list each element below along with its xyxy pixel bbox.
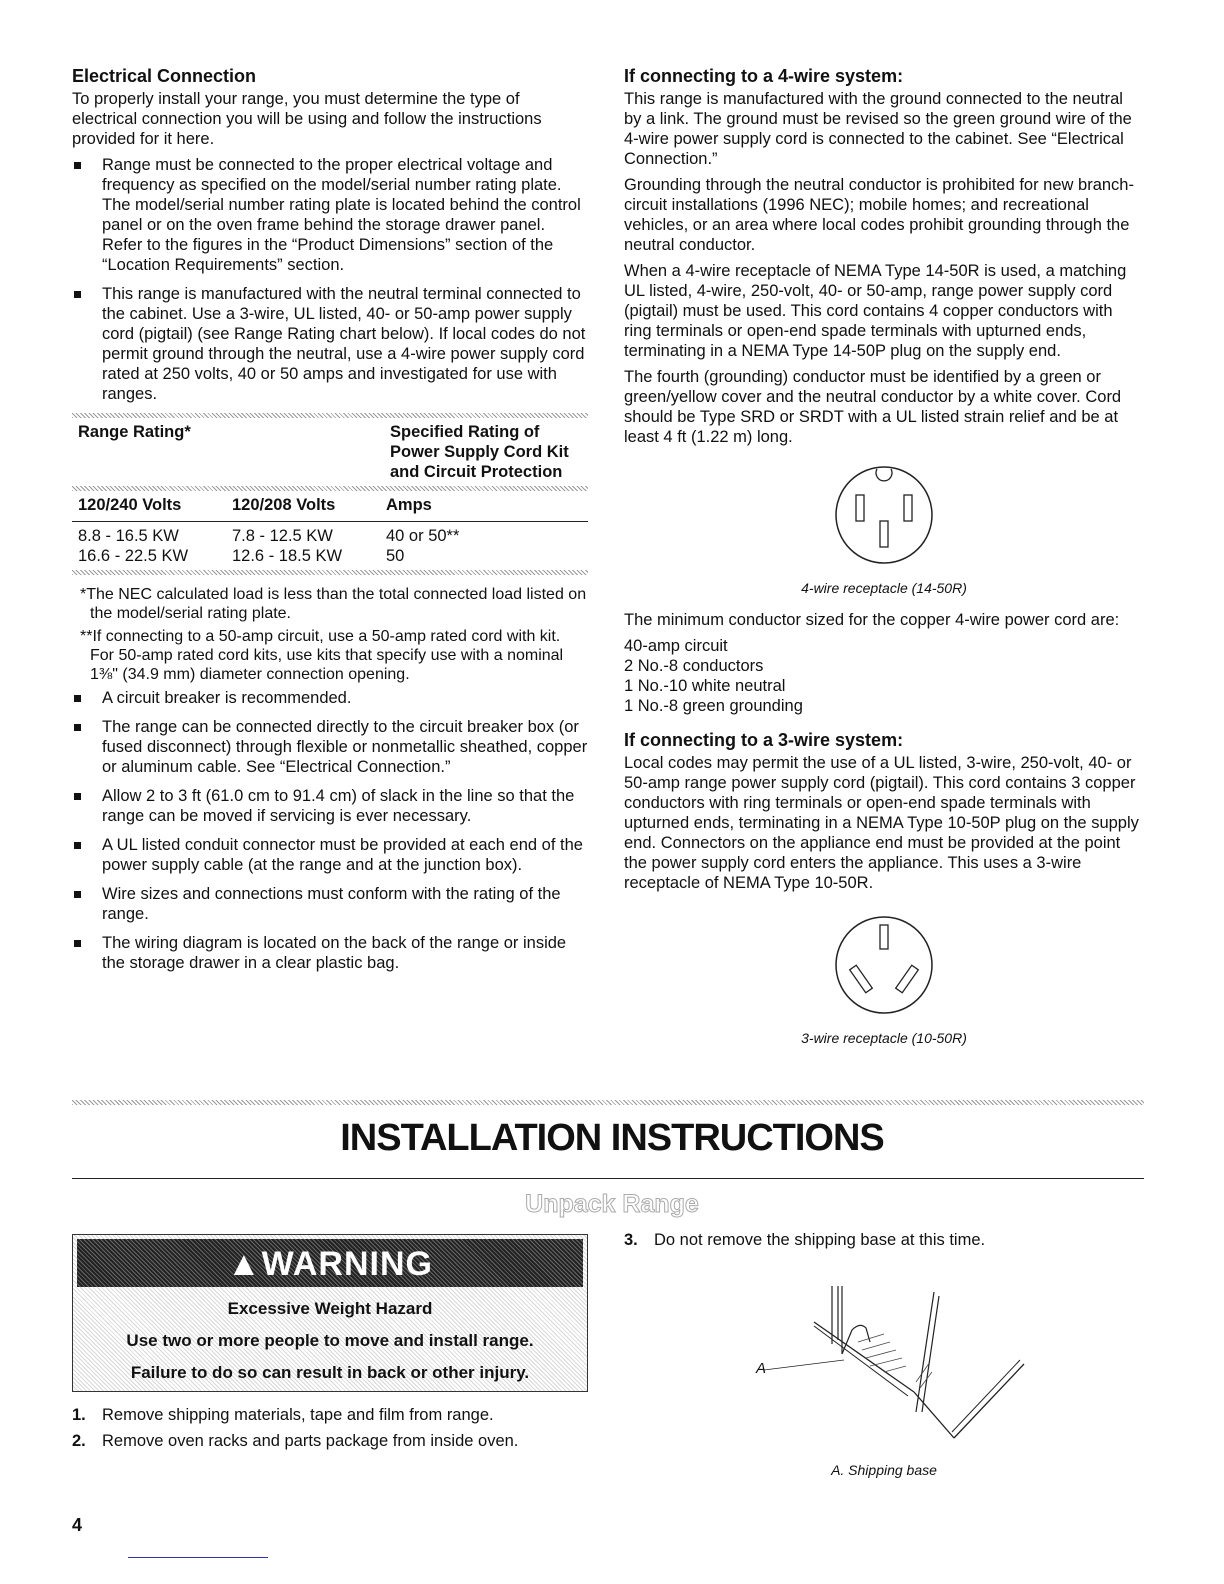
- list-item: A circuit breaker is recommended.: [72, 688, 588, 708]
- list-item: The wiring diagram is located on the back of the range or inside the storage drawer in a clear plastic bag.: [72, 933, 588, 973]
- four-wire-paragraph: This range is manufactured with the ground connected to the neutral by a link. The ground must be revised so the green ground wire of the 4-wire power supply cord is connected to the cabinet. See “Electrical Connection.”: [624, 90, 1132, 168]
- three-wire-caption: 3-wire receptacle (10-50R): [801, 1030, 967, 1046]
- three-wire-receptacle-figure: [624, 909, 1144, 1026]
- list-item: Range must be connected to the proper electrical voltage and frequency as specified on the model/serial number rating plate. The model/serial number rating plate is located behind the control panel or on the oven frame behind the storage drawer panel. Refer to the figures in the “Product Dimensions” section of the “Location Requirements” section.: [72, 155, 588, 275]
- bullet-square-icon: [74, 891, 81, 898]
- page-number: 4: [72, 1515, 83, 1535]
- electrical-connection-heading: Electrical Connection: [72, 66, 257, 86]
- title-rule: [72, 1178, 1144, 1179]
- list-item: 1 No.-10 white neutral: [624, 677, 786, 695]
- right-column: [624, 66, 1144, 1060]
- four-wire-paragraph: When a 4-wire receptacle of NEMA Type 14-50R is used, a matching UL listed, 4-wire, 250-volt, 40- or 50-amp, range power supply cord (pigtail) must be used. This cord contains 4 copper conductors with ring terminals or open-end spade terminals with upturned ends, terminating in a NEMA Type 14-50P plug on the supply end.: [624, 262, 1127, 360]
- three-wire-heading: If connecting to a 3-wire system:: [624, 730, 904, 750]
- list-item: 1 No.-8 green grounding: [624, 697, 803, 715]
- shipping-base-figure: [624, 1256, 1144, 1466]
- warning-box: [72, 1234, 588, 1392]
- section-divider: [72, 1100, 1144, 1105]
- shipping-base-caption: A. Shipping base: [831, 1462, 937, 1478]
- list-item: The range can be connected directly to the circuit breaker box (or fused disconnect) through flexible or nonmetallic sheathed, copper or aluminum cable. See “Electrical Connection.”: [72, 717, 588, 777]
- unpack-range-subtitle: Unpack Range: [525, 1190, 699, 1218]
- three-wire-receptacle-icon: [829, 909, 939, 1021]
- bullet-square-icon: [74, 695, 81, 702]
- four-wire-paragraph: Grounding through the neutral conductor is prohibited for new branch-circuit installations (1996 NEC); mobile homes; and recreational vehicles, or an area where local codes prohibit grounding through the neutral conductor.: [624, 176, 1134, 254]
- fifty-amp-footnote: **If connecting to a 50-amp circuit, use a 50-amp rated cord with kit. For 50-amp rated cord kits, use kits that specify use with a nominal 1⅜" (34.9 mm) diameter connection opening.: [80, 628, 564, 683]
- four-wire-receptacle-figure: [624, 459, 1144, 576]
- four-wire-caption: 4-wire receptacle (14-50R): [801, 580, 967, 596]
- bullet-list-top: [72, 155, 588, 404]
- warning-triangle-icon: ▲: [227, 1245, 262, 1283]
- steps-left: [72, 1405, 588, 1457]
- warning-line-2: Failure to do so can result in back or other injury.: [130, 1363, 530, 1382]
- range-rating-table-body: [72, 495, 588, 566]
- intro-paragraph: To properly install your range, you must determine the type of electrical connection you will be using and follow the instructions provided for it here.: [72, 90, 542, 148]
- figure-label-a: A: [756, 1360, 767, 1377]
- left-column: [72, 66, 588, 982]
- list-item: 1. Remove shipping materials, tape and film from range.: [72, 1406, 494, 1424]
- bullet-square-icon: [74, 842, 81, 849]
- min-conductor-intro: The minimum conductor sized for the copper 4-wire power cord are:: [624, 611, 1120, 629]
- bullet-square-icon: [74, 940, 81, 947]
- footer-line: [128, 1557, 268, 1558]
- warning-banner: [77, 1239, 583, 1287]
- table-bottom-rule: [72, 570, 588, 575]
- shipping-base-illustration: [734, 1262, 1034, 1472]
- range-rating-table: [72, 418, 588, 486]
- warning-line-1: Use two or more people to move and install range.: [126, 1331, 534, 1350]
- specified-rating-header: Specified Rating of Power Supply Cord Kit and Circuit Protection: [390, 423, 569, 481]
- hazard-title: Excessive Weight Hazard: [227, 1299, 433, 1318]
- list-item: This range is manufactured with the neutral terminal connected to the cabinet. Use a 3-wire, UL listed, 40- or 50-amp power supply cord (pigtail) (see Range Rating chart below). If local codes do not permit ground through the neutral, use a 4-wire power supply cord rated at 250 volts, 40 or 50 amps and investigated for use with ranges.: [72, 284, 588, 404]
- steps-right: [624, 1230, 1144, 1492]
- table-row: 8.8 - 16.5 KW 7.8 - 12.5 KW 40 or 50**: [78, 527, 460, 545]
- bullet-square-icon: [74, 162, 81, 169]
- list-item: 2. Remove oven racks and parts package from inside oven.: [72, 1432, 519, 1450]
- range-rating-header: Range Rating*: [78, 423, 191, 441]
- min-conductor-list: [624, 636, 1144, 716]
- four-wire-heading: If connecting to a 4-wire system:: [624, 66, 904, 86]
- four-wire-receptacle-icon: [829, 459, 939, 571]
- list-item: 3. Do not remove the shipping base at this time.: [624, 1231, 986, 1249]
- table-subheader-row: 120/240 Volts 120/208 Volts Amps: [72, 495, 588, 522]
- list-item: 2 No.-8 conductors: [624, 657, 764, 675]
- list-item: A UL listed conduit connector must be provided at each end of the power supply cable (at the range and at the junction box).: [72, 835, 588, 875]
- bullet-list-bottom: [72, 688, 588, 973]
- table-row: 16.6 - 22.5 KW 12.6 - 18.5 KW 50: [78, 547, 405, 565]
- nec-footnote: *The NEC calculated load is less than the total connected load listed on the model/serial rating plate.: [80, 586, 587, 622]
- bullet-square-icon: [74, 724, 81, 731]
- list-item: Wire sizes and connections must conform with the rating of the range.: [72, 884, 588, 924]
- bullet-square-icon: [74, 291, 81, 298]
- four-wire-paragraph: The fourth (grounding) conductor must be identified by a green or green/yellow cover and the neutral conductor by a white cover. Cord should be Type SRD or SRDT with a UL listed strain relief and be at least 4 ft (1.22 m) long.: [624, 368, 1122, 446]
- table-mid-rule: [72, 486, 588, 491]
- warning-label: WARNING: [261, 1245, 433, 1283]
- installation-title: INSTALLATION INSTRUCTIONS: [340, 1117, 884, 1159]
- bullet-square-icon: [74, 793, 81, 800]
- list-item: 40-amp circuit: [624, 637, 728, 655]
- list-item: Allow 2 to 3 ft (61.0 cm to 91.4 cm) of slack in the line so that the range can be moved if servicing is ever necessary.: [72, 786, 588, 826]
- three-wire-paragraph: Local codes may permit the use of a UL listed, 3-wire, 250-volt, 40- or 50-amp range power supply cord (pigtail). This cord contains 3 copper conductors with ring terminals or open-end spade terminals with upturned ends, terminating in a NEMA Type 10-50P plug on the supply end. Connectors on the appliance end must be provided at the point the power supply cord enters the appliance. This uses a 3-wire receptacle of NEMA Type 10-50R.: [624, 754, 1139, 892]
- table-header-row: [72, 418, 588, 486]
